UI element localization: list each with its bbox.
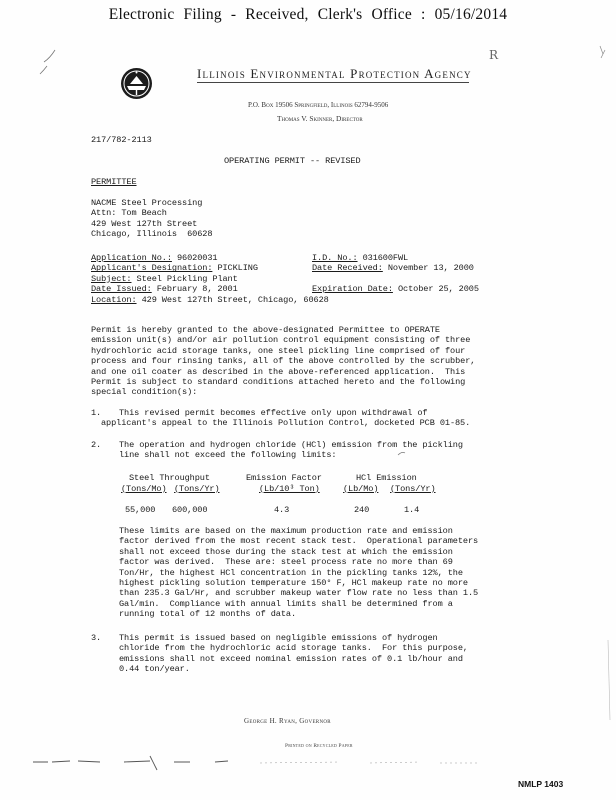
condition-line: This revised permit becomes effective only upon withdrawal of bbox=[119, 408, 428, 418]
intro-line: and one oil coater as described in the above-referenced application. This bbox=[91, 366, 466, 377]
table-sub-header: (Tons/Yr) bbox=[390, 484, 436, 494]
intro-line: process and four rinsing tanks, all of the above controlled by the scrubber, bbox=[91, 356, 476, 367]
table-group-header: HCl Emission bbox=[356, 473, 417, 483]
condition-line: shall not exceed those during the stack test at which the emission bbox=[119, 546, 453, 557]
table-sub-header: (Lb/10³ Ton) bbox=[259, 484, 320, 494]
permittee-line: NACME Steel Processing bbox=[91, 198, 203, 208]
condition-line: emissions shall not exceed nominal emission rates of 0.1 lb/hour and bbox=[119, 653, 463, 664]
table-cell: 600,000 bbox=[172, 505, 208, 515]
permittee-line: Attn: Tom Beach bbox=[91, 208, 167, 219]
condition-line: applicant's appeal to the Illinois Pollution Control, docketed PCB 01-85. bbox=[101, 418, 471, 429]
condition-line: running total of 12 months of data. bbox=[119, 609, 296, 620]
subject-label: Subject: bbox=[91, 273, 132, 284]
expiration-label: Expiration Date: bbox=[312, 284, 393, 295]
application-number-label: Application No.: bbox=[91, 253, 172, 263]
designation-label: Applicant's Designation: bbox=[91, 263, 213, 274]
table-sub-header: (Tons/Mo) bbox=[121, 484, 167, 494]
table-group-header: Steel Throughput bbox=[129, 473, 210, 483]
condition-line: factor derived from the most recent stack test. Operational parameters bbox=[119, 536, 479, 547]
intro-line: special condition(s): bbox=[91, 387, 198, 398]
designation: PICKLING bbox=[217, 263, 258, 274]
subject: Steel Pickling Plant bbox=[136, 273, 238, 284]
id-number-row bbox=[312, 253, 408, 263]
id-number-label: I.D. No.: bbox=[312, 253, 358, 263]
corner-mark: R bbox=[489, 48, 499, 62]
condition-line: Ton/Hr, the highest HCl concentration in the pickling tanks 12%, the bbox=[119, 567, 463, 578]
condition-line: These limits are based on the maximum production rate and emission bbox=[119, 526, 453, 536]
governor-line: George H. Ryan, Governor bbox=[244, 717, 331, 725]
application-number-row bbox=[91, 253, 217, 263]
agency-director: Thomas V. Skinner, Director bbox=[277, 114, 363, 123]
phone-number: 217/782-2113 bbox=[91, 135, 152, 145]
date-issued: February 8, 2001 bbox=[156, 284, 238, 295]
intro-line: Permit is subject to standard conditions attached hereto and the following bbox=[91, 377, 466, 387]
agency-name: Illinois Environmental Protection Agency bbox=[197, 66, 472, 81]
table-sub-header: (Lb/Mo) bbox=[343, 484, 379, 494]
location: 429 West 127th Street, Chicago, 60628 bbox=[141, 294, 329, 305]
document-title: OPERATING PERMIT -- REVISED bbox=[224, 156, 361, 166]
condition-line: than 235.3 Gal/Hr, and scrubber makeup water flow rate no less than 1.5 bbox=[119, 588, 479, 599]
table-cell: 240 bbox=[354, 505, 370, 515]
table-sub-header: (Tons/Yr) bbox=[174, 484, 220, 494]
date-received-row bbox=[312, 263, 474, 273]
table-cell: 1.4 bbox=[404, 505, 420, 515]
condition-line: highest pickling solution temperature 150° F, HCl makeup rate no more bbox=[119, 578, 468, 588]
condition-line: chloride from the hydrochloric acid storage tanks. For this purpose, bbox=[119, 643, 468, 654]
condition-line: factor was derived. These are: steel process rate no more than 69 bbox=[119, 557, 453, 568]
id-number: 031600FWL bbox=[362, 253, 409, 263]
expiration-date: October 25, 2005 bbox=[397, 284, 479, 295]
table-group-header: Emission Factor bbox=[246, 473, 322, 483]
application-number: 96020031 bbox=[176, 253, 218, 263]
date-received: November 13, 2000 bbox=[387, 263, 474, 274]
permittee-label: PERMITTEE bbox=[91, 177, 137, 187]
letterhead-rule bbox=[197, 82, 469, 83]
agency-address: P.O. Box 19506 Springfield, Illinois 62794-9506 bbox=[248, 101, 389, 109]
condition-line: line shall not exceed the following limits: bbox=[119, 450, 337, 461]
condition-number: 3. bbox=[91, 633, 102, 643]
date-issued-row bbox=[91, 284, 238, 294]
condition-number: 2. bbox=[91, 440, 102, 450]
condition-line: This permit is issued based on negligible emissions of hydrogen bbox=[119, 633, 438, 643]
date-received-label: Date Received: bbox=[312, 263, 383, 274]
designation-row bbox=[91, 263, 258, 273]
intro-line: emission unit(s) and/or air pollution control equipment consisting of three bbox=[91, 335, 471, 346]
recycled-paper-note: Printed on Recycled Paper bbox=[285, 743, 353, 749]
condition-line: 0.44 ton/year. bbox=[119, 664, 190, 675]
intro-line: hydrochloric acid storage tanks, one steel pickling line comprised of four bbox=[91, 345, 466, 356]
intro-line: Permit is hereby granted to the above-designated Permittee to OPERATE bbox=[91, 325, 440, 335]
expiration-row bbox=[312, 284, 479, 294]
agency-seal-icon bbox=[120, 67, 153, 100]
filing-stamp: Electronic Filing - Received, Clerk's Office : 05/16/2014 bbox=[108, 6, 508, 23]
condition-number: 1. bbox=[91, 408, 102, 418]
location-row bbox=[91, 295, 329, 305]
table-cell: 55,000 bbox=[125, 505, 156, 515]
bates-stamp: NMLP 1403 bbox=[518, 779, 564, 789]
condition-line: Gal/min. Compliance with annual limits shall be determined from a bbox=[119, 598, 453, 609]
date-issued-label: Date Issued: bbox=[91, 284, 152, 295]
permittee-line: 429 West 127th Street bbox=[91, 218, 198, 229]
table-cell: 4.3 bbox=[274, 505, 290, 515]
permittee-line: Chicago, Illinois 60628 bbox=[91, 229, 213, 240]
condition-line: The operation and hydrogen chloride (HCl) emission from the pickling bbox=[119, 440, 463, 450]
location-label: Location: bbox=[91, 294, 137, 305]
subject-row bbox=[91, 274, 238, 284]
